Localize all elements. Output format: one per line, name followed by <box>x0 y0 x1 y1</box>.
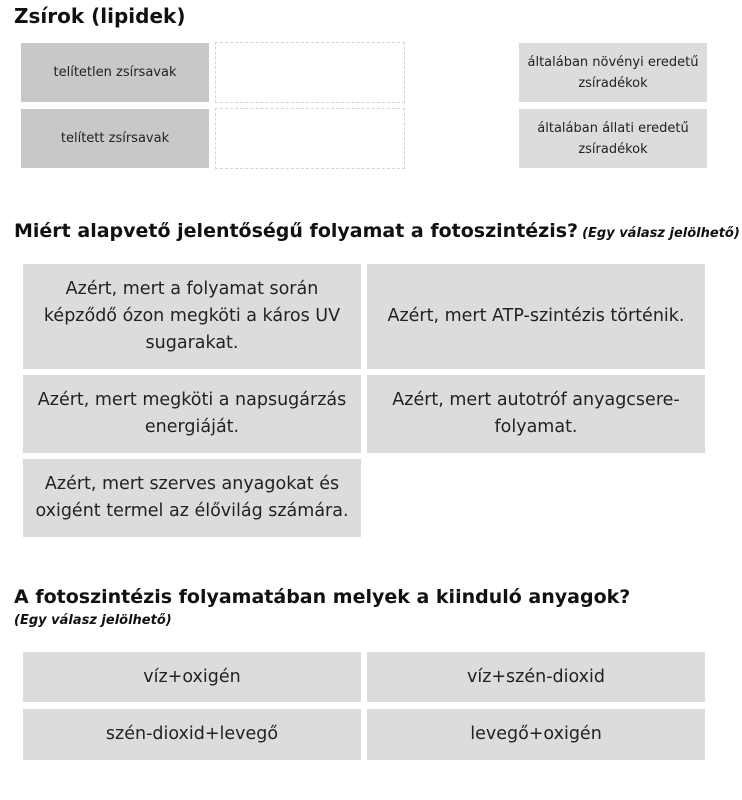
answer-option[interactable] <box>367 375 705 453</box>
answer-option[interactable] <box>367 709 705 760</box>
answer-option[interactable] <box>367 652 705 702</box>
answer-option-text: Azért, mert autotróf anyagcsere-folyamat. <box>392 390 680 437</box>
question-hint: (Egy válasz jelölhető) <box>582 226 740 241</box>
answer-option-text: Azért, mert ATP-szintézis történik. <box>387 306 685 326</box>
answer-option-text: víz+szén-dioxid <box>466 666 605 687</box>
question-hint <box>14 613 172 628</box>
answer-option[interactable] <box>367 264 705 369</box>
question-text: A fotoszintézis folyamatában melyek a kiinduló anyagok? <box>14 586 631 608</box>
answer-option[interactable] <box>23 375 361 453</box>
answer-option-text: Azért, mert szerves anyagokat és oxigént termel az élővilág számára. <box>35 474 349 521</box>
definition-animal-origin[interactable] <box>519 109 707 168</box>
answer-option[interactable] <box>23 652 361 702</box>
definition-plant-origin[interactable] <box>519 43 707 102</box>
section-title-lipids-text: Zsírok (lipidek) <box>14 4 186 28</box>
drop-slot-2[interactable] <box>215 108 405 169</box>
answer-option-text: víz+oxigén <box>143 666 241 687</box>
term-label: telítetlen zsírsavak <box>53 65 177 80</box>
question-text: Miért alapvető jelentőségű folyamat a fotoszintézis? <box>14 220 579 242</box>
definition-label: általában növényi eredetű zsíradékok <box>527 54 699 91</box>
drop-slot-1[interactable] <box>215 42 405 103</box>
answer-option[interactable] <box>23 459 361 537</box>
question-title-starting-materials <box>14 586 630 608</box>
answer-option-text: szén-dioxid+levegő <box>105 724 279 744</box>
definition-label: általában állati eredetű zsíradékok <box>537 120 689 157</box>
question-hint-text: (Egy válasz jelölhető) <box>14 613 172 628</box>
answer-option[interactable] <box>23 264 361 369</box>
answer-option-text: Azért, mert a folyamat során képződő ózon megköti a káros UV sugarakat. <box>43 279 341 353</box>
answer-option-text: levegő+oxigén <box>470 724 602 744</box>
answer-option-text: Azért, mert megköti a napsugárzás energiáját. <box>37 390 347 437</box>
section-title-lipids <box>14 4 185 28</box>
term-unsaturated-fatty-acids[interactable] <box>21 43 209 102</box>
question-title-photosynthesis-importance <box>14 220 740 242</box>
answer-option[interactable] <box>23 709 361 760</box>
term-saturated-fatty-acids[interactable] <box>21 109 209 168</box>
term-label: telített zsírsavak <box>60 131 170 146</box>
